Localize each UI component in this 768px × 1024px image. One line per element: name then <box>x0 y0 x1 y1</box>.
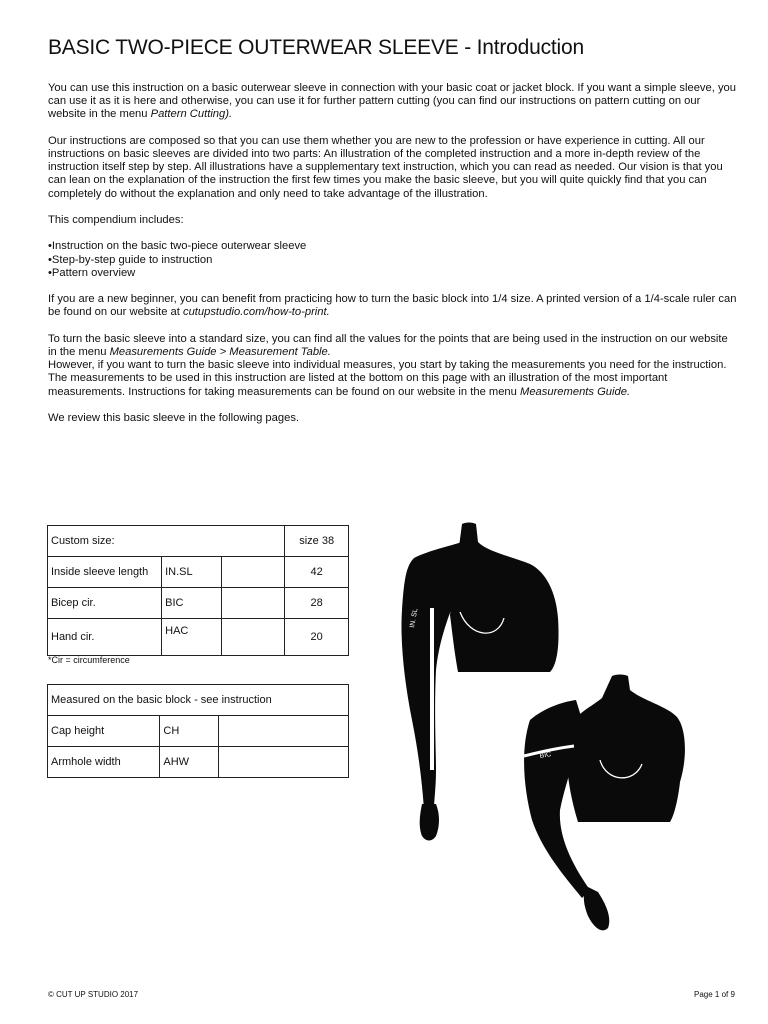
measure-blank <box>221 588 285 619</box>
paragraph-6: We review this basic sleeve in the following pages. <box>48 411 300 424</box>
paragraph-5 <box>48 333 738 399</box>
mannequin-hand-1 <box>420 804 439 841</box>
insl-label: IN. SL <box>409 607 420 629</box>
paragraph-5b-text: However, if you want to turn the basic sleeve into individual measures, you start by taking the measurements you need for the instruction. The measurements to be used in this instruction are listed at the bottom on this page with an illustration of the most important measurements. Instructions for taking measurements can be found on our website in the menu <box>48 359 727 398</box>
measure-name: Hand cir. <box>48 619 162 656</box>
measure-blank <box>219 716 349 747</box>
pattern-cutting-menu-ref: Pattern Cutting). <box>150 108 233 121</box>
bic-label: BIC <box>539 751 552 760</box>
table-row <box>48 588 349 619</box>
paragraph-1-text: You can use this instruction on a basic outerwear sleeve in connection with your basic coat or jacket block. If you want a simple sleeve, you can use it as it is here and otherwise, you can use it for further pattern cutting (you can find our instructions on pattern cutting on our website in the menu <box>48 82 736 121</box>
measure-value: 28 <box>285 588 349 619</box>
paragraph-3: This compendium includes: <box>48 214 184 226</box>
measure-value: 42 <box>285 557 349 588</box>
table-row <box>48 747 349 778</box>
measure-blank <box>221 557 285 588</box>
custom-size-label: Custom size: <box>48 526 285 557</box>
table-row <box>48 716 349 747</box>
copyright-footer: © CUT UP STUDIO 2017 <box>48 990 139 999</box>
size-label: size 38 <box>285 526 349 557</box>
table-header-row <box>48 526 349 557</box>
measure-abbr: BIC <box>162 588 222 619</box>
measure-name: Inside sleeve length <box>48 557 162 588</box>
paragraph-4-text: If you are a new beginner, you can benefit from practicing how to turn the basic block into 1/4 size. A printed version of a 1/4-scale ruler can be found on our website at <box>48 293 737 319</box>
list-item: • Pattern overview <box>48 267 738 280</box>
how-to-print-url: cutupstudio.com/how-to-print. <box>182 306 330 319</box>
block-measure-header: Measured on the basic block - see instruction <box>48 685 349 716</box>
measure-abbr: HAC <box>162 619 222 656</box>
block-measure-table <box>47 684 349 778</box>
paragraph-2: Our instructions are composed so that you can use them whether you are new to the profession or have experience in cutting. All our instructions on basic sleeves are divided into two parts: An illustration of the completed instruction and a more in-depth review of the instruction itself step by step. All illustrations have a supplementary text instruction, which you can read as needed. Our vision is that you can lean on the explanation of the instruction the first few times you make the basic sleeve, but you will quite quickly find that you can completely do without the explanation and only need to take advantage of the illustration. <box>48 134 723 200</box>
mannequin-side-figure <box>524 675 685 931</box>
measure-name: Bicep cir. <box>48 588 162 619</box>
measure-name: Cap height <box>48 716 160 747</box>
title-suffix: - Introduction <box>458 36 584 59</box>
paragraph-4 <box>48 293 738 319</box>
measurement-table-ref: Measurements Guide > Measurement Table. <box>109 345 331 358</box>
measure-blank <box>221 619 285 656</box>
measure-abbr: CH <box>160 716 219 747</box>
measure-abbr: IN.SL <box>162 557 222 588</box>
measure-blank <box>219 747 349 778</box>
paragraph-5a-text: To turn the basic sleeve into a standard size, you can find all the values for the points that are being used in the instruction on our website in the menu <box>48 332 728 358</box>
title-main: BASIC TWO-PIECE OUTERWEAR SLEEVE <box>48 36 459 59</box>
custom-size-table <box>47 525 349 656</box>
intro-body <box>48 82 738 438</box>
measure-name: Armhole width <box>48 747 160 778</box>
circumference-note: *Cir = circumference <box>48 655 130 665</box>
list-item: • Step-by-step guide to instruction <box>48 254 738 267</box>
measure-abbr: AHW <box>160 747 219 778</box>
hac-label: HAC <box>602 879 617 896</box>
table-row <box>48 557 349 588</box>
table-row <box>48 619 349 656</box>
measurements-guide-ref: Measurements Guide. <box>520 385 631 398</box>
measurement-figure <box>380 520 710 940</box>
page-title <box>48 36 584 60</box>
page-number: Page 1 of 9 <box>694 990 735 999</box>
paragraph-1 <box>48 82 738 122</box>
mannequin-torso-2 <box>567 675 685 823</box>
mannequin-torso-1 <box>450 523 559 673</box>
list-item: • Instruction on the basic two-piece outerwear sleeve <box>48 240 738 253</box>
compendium-list <box>48 240 738 280</box>
table-header-row <box>48 685 349 716</box>
measure-value: 20 <box>285 619 349 656</box>
